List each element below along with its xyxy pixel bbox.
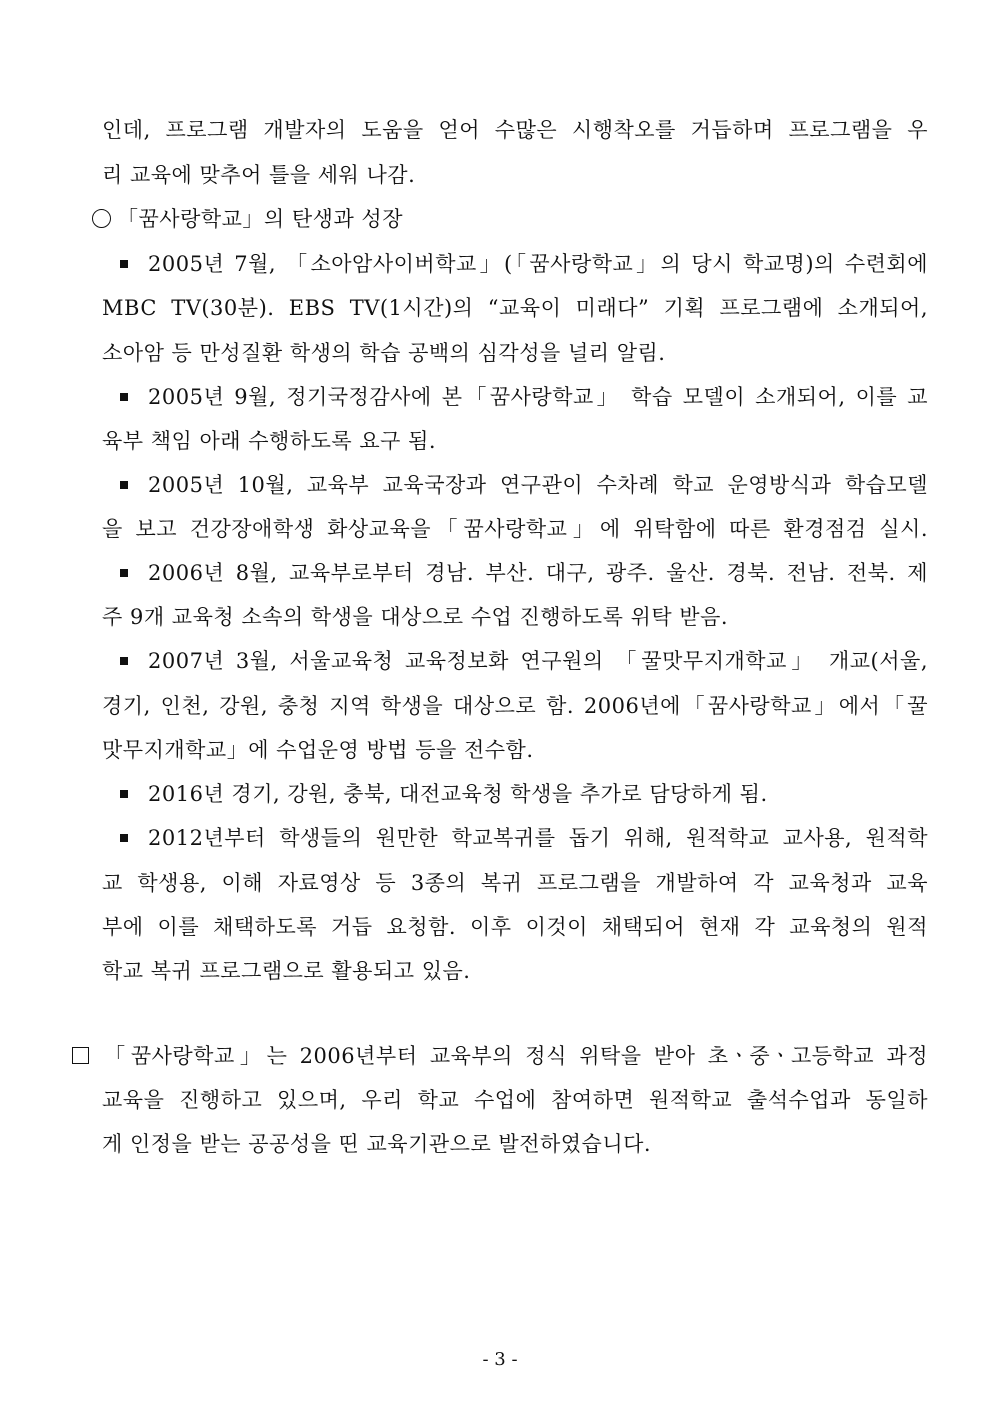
list-item-line: 육부 책임 아래 수행하도록 요구 됨. [102, 429, 437, 453]
list-item [120, 383, 928, 411]
list-item-line: 소아암 등 만성질환 학생의 학습 공백의 심각성을 널리 알림. [102, 341, 666, 365]
list-item-line: 부에 이를 채택하도록 거듭 요청함. 이후 이것이 채택되어 현재 각 교육청의 원적 [102, 915, 928, 939]
square-bullet-icon [120, 260, 128, 268]
intro-line-2: 리 교육에 맞추어 틀을 세워 나감. [102, 163, 416, 187]
list-item-line: 경기, 인천, 강원, 충청 지역 학생을 대상으로 함. 2006년에「꿈사랑학교」에서「꿀 [102, 694, 928, 718]
list-item [120, 780, 928, 808]
list-item-line: MBC TV(30분). EBS TV(1시간)의 “교육이 미래다” 기획 프로그램에 소개되어, [102, 296, 928, 320]
summary-paragraph [72, 1042, 928, 1070]
list-item [120, 559, 928, 587]
list-item-text: 2005년 10월, 교육부 교육국장과 연구관이 수차례 학교 운영방식과 학습모델 [148, 473, 928, 497]
list-item [120, 250, 928, 278]
list-item-text: 2005년 7월, 「소아암사이버학교」(「꿈사랑학교」의 당시 학교명)의 수련회에 [148, 252, 928, 276]
square-bullet-icon [120, 657, 128, 665]
list-item [120, 471, 928, 499]
list-item-line: 맛무지개학교」에 수업운영 방법 등을 전수함. [102, 738, 534, 762]
summary-line: 게 인정을 받는 공공성을 띤 교육기관으로 발전하였습니다. [102, 1132, 652, 1156]
square-bullet-icon [120, 393, 128, 401]
list-item [120, 647, 928, 675]
list-item-line: 을 보고 건강장애학생 화상교육을「꿈사랑학교」에 위탁함에 따른 환경점검 실시. [102, 517, 928, 541]
list-item-text: 2006년 8월, 교육부로부터 경남. 부산. 대구, 광주. 울산. 경북. 전남. 전북. 제 [148, 561, 928, 585]
list-item-text: 2016년 경기, 강원, 충북, 대전교육청 학생을 추가로 담당하게 됨. [148, 782, 768, 806]
list-item-line: 주 9개 교육청 소속의 학생을 대상으로 수업 진행하도록 위탁 받음. [102, 605, 729, 629]
list-item [120, 824, 928, 852]
list-item-text: 2005년 9월, 정기국정감사에 본「꿈사랑학교」 학습 모델이 소개되어, 이를 교 [148, 385, 928, 409]
section-heading-text: 「꿈사랑학교」의 탄생과 성장 [117, 207, 403, 231]
page-number: - 3 - [482, 1349, 518, 1370]
list-item-text: 2012년부터 학생들의 원만한 학교복귀를 돕기 위해, 원적학교 교사용, 원적학 [148, 826, 928, 850]
list-item-text: 2007년 3월, 서울교육청 교육정보화 연구원의 「꿀맛무지개학교」 개교(서울, [148, 649, 928, 673]
intro-line-1: 인데, 프로그램 개발자의 도움을 얻어 수많은 시행착오를 거듭하며 프로그램을 우 [102, 118, 928, 142]
summary-line: 「꿈사랑학교」는 2006년부터 교육부의 정식 위탁을 받아 초ㆍ중ㆍ고등학교 과정 [99, 1044, 928, 1068]
list-item-line: 교 학생용, 이해 자료영상 등 3종의 복귀 프로그램을 개발하여 각 교육청과 교육 [102, 871, 928, 895]
checkbox-square-icon [72, 1047, 89, 1064]
square-bullet-icon [120, 569, 128, 577]
circle-bullet-icon [92, 209, 111, 228]
list-item-line: 학교 복귀 프로그램으로 활용되고 있음. [102, 959, 471, 983]
summary-line: 교육을 진행하고 있으며, 우리 학교 수업에 참여하면 원적학교 출석수업과 동일하 [102, 1088, 928, 1112]
square-bullet-icon [120, 481, 128, 489]
square-bullet-icon [120, 790, 128, 798]
square-bullet-icon [120, 834, 128, 842]
section-heading [92, 205, 918, 233]
